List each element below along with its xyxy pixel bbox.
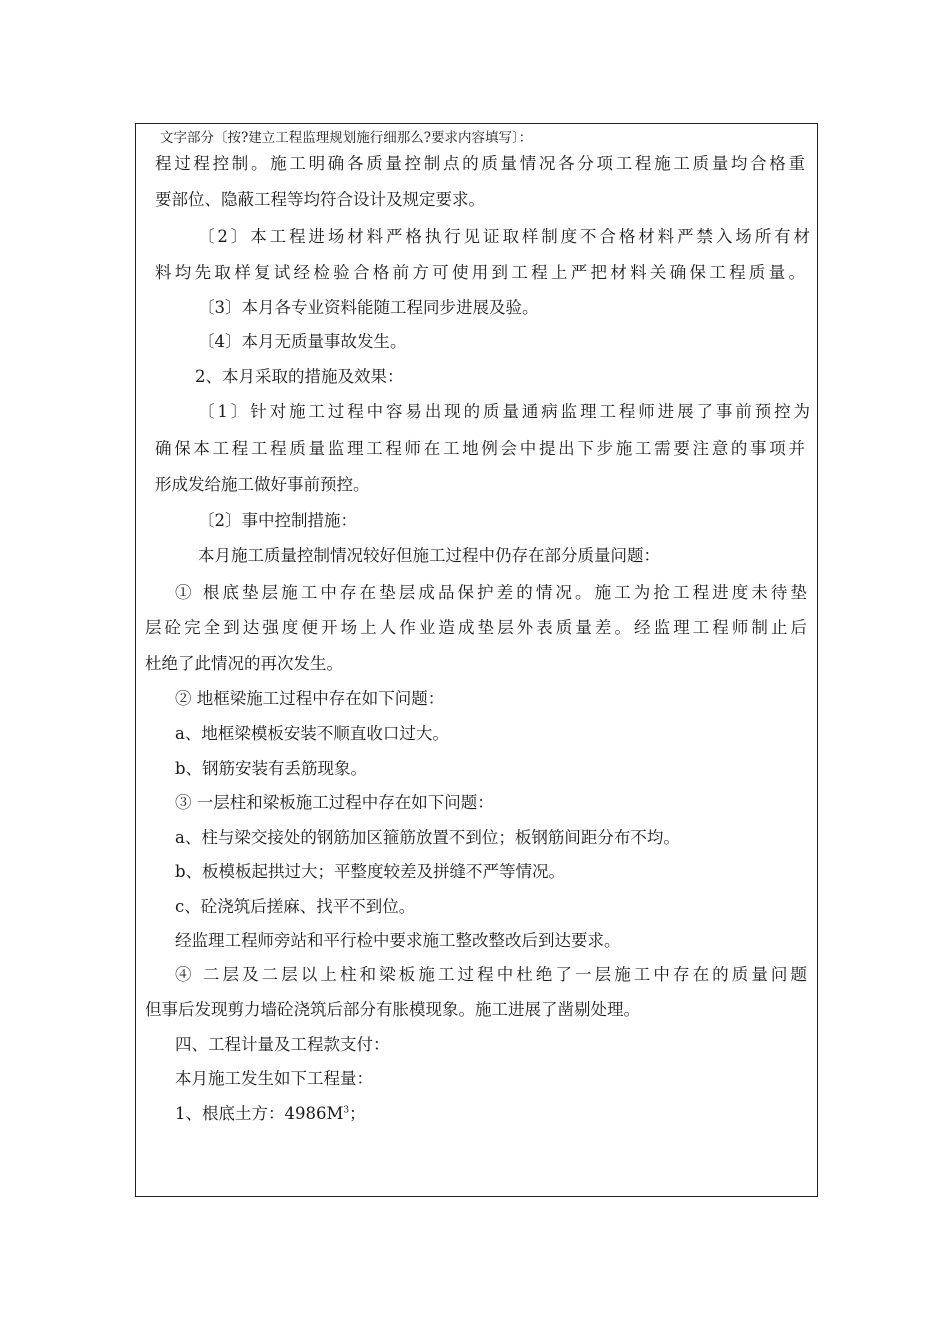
section-header: 文字部分〔按?建立工程监理规划施行细那么?要求内容填写〕： bbox=[160, 130, 533, 146]
text-line: 料均先取样复试经检验合格前方可使用到工程上严把材料关确保工程质量。 bbox=[155, 263, 805, 282]
text-line: 程过程控制。施工明确各质量控制点的质量情况各分项工程施工质量均合格重 bbox=[155, 154, 805, 173]
quantity-suffix: ； bbox=[349, 1104, 366, 1123]
text-line: c、砼浇筑后搓麻、找平不到位。 bbox=[175, 897, 416, 916]
text-line: ③ 一层柱和梁板施工过程中存在如下问题： bbox=[175, 793, 494, 812]
superscript: 3 bbox=[343, 1105, 350, 1116]
text-line: ① 根底垫层施工中存在垫层成品保护差的情况。施工为抢工程进度未待垫 bbox=[175, 583, 807, 602]
text-line: a、柱与梁交接处的钢筋加区箍筋放置不到位；板钢筋间距分布不均。 bbox=[175, 828, 680, 847]
text-line bbox=[175, 1103, 366, 1125]
text-line: 层砼完全到达强度便开场上人作业造成垫层外表质量差。经监理工程师制止后 bbox=[145, 618, 807, 637]
text-line: 四、工程计量及工程款支付： bbox=[175, 1035, 390, 1054]
text-line: a、地框梁模板安装不顺直收口过大。 bbox=[175, 724, 449, 743]
text-line: 2、本月采取的措施及效果： bbox=[195, 367, 404, 386]
text-line: 确保本工程工程质量监理工程师在工地例会中提出下步施工需要注意的事项并 bbox=[155, 439, 805, 458]
text-line: 要部位、隐蔽工程等均符合设计及规定要求。 bbox=[155, 190, 485, 209]
text-line: b、板模板起拱过大；平整度较差及拼缝不严等情况。 bbox=[175, 862, 566, 881]
text-line: 〔2〕事中控制措施： bbox=[198, 511, 357, 530]
text-line: 本月施工质量控制情况较好但施工过程中仍存在部分质量问题： bbox=[198, 546, 660, 565]
text-line: 形成发给施工做好事前预控。 bbox=[155, 475, 370, 494]
text-line: 〔4〕本月无质量事故发生。 bbox=[198, 332, 407, 351]
text-line: 本月施工发生如下工程量： bbox=[175, 1069, 373, 1088]
text-line: 经监理工程师旁站和平行检中要求施工整改整改后到达要求。 bbox=[175, 931, 621, 950]
text-line: 〔2〕本工程进场材料严格执行见证取样制度不合格材料严禁入场所有材 bbox=[198, 227, 810, 246]
text-line: ② 地框梁施工过程中存在如下问题： bbox=[175, 689, 445, 708]
text-line: 但事后发现剪力墙砼浇筑后部分有胀模现象。施工进展了凿剔处理。 bbox=[145, 1000, 640, 1019]
text-line: 杜绝了此情况的再次发生。 bbox=[145, 654, 343, 673]
text-line: 〔1〕针对施工过程中容易出现的质量通病监理工程师进展了事前预控为 bbox=[198, 402, 810, 421]
text-line: b、钢筋安装有丢筋现象。 bbox=[175, 759, 368, 778]
text-line: ④ 二层及二层以上柱和梁板施工过程中杜绝了一层施工中存在的质量问题 bbox=[175, 965, 807, 984]
text-line: 〔3〕本月各专业资料能随工程同步进展及验。 bbox=[198, 298, 539, 317]
quantity-text: 1、根底土方：4986M bbox=[175, 1104, 344, 1123]
